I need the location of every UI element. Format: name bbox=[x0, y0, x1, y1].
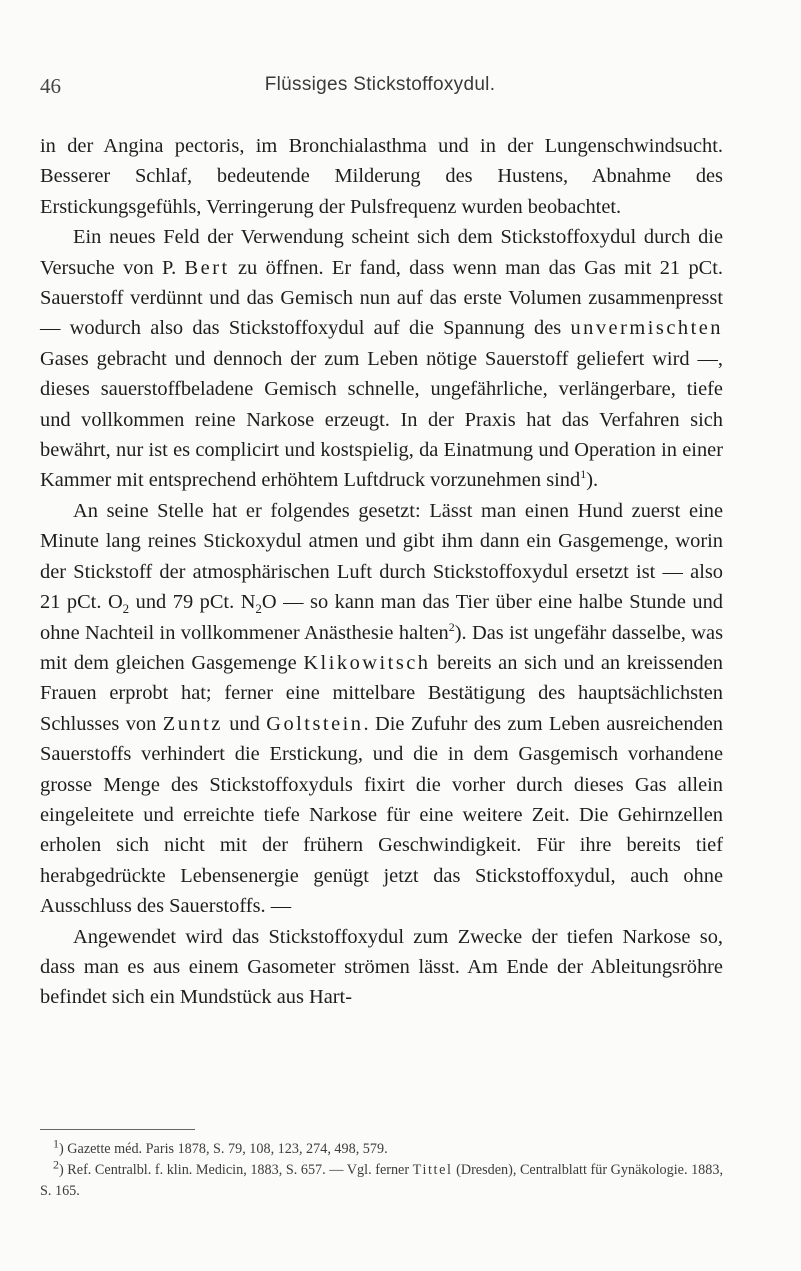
footnote-ref-1: 1 bbox=[580, 467, 587, 482]
author-name-tittel: Tittel bbox=[412, 1162, 453, 1178]
footnote-text: (Dresden), Centralblatt für Gynäkologie. 1883, S. 165. bbox=[40, 1162, 723, 1199]
paragraph-3 bbox=[40, 496, 723, 922]
author-name-bert: Bert bbox=[184, 256, 230, 279]
footnote-1 bbox=[40, 1136, 723, 1160]
text-run: ). bbox=[586, 469, 599, 492]
emphasized-word: unvermischten bbox=[570, 317, 723, 340]
text-run: O — so kann man das Tier über eine halbe Stunde und ohne Nachteil in vollkommener Anästhesie halten bbox=[40, 591, 723, 644]
text-run: bereits an sich und an kreissenden Frauen erprobt hat; ferner eine mittelbare Bestätigung des hauptsächlichsten Schlusses von bbox=[40, 651, 723, 735]
author-name-klikowitsch: Klikowitsch bbox=[303, 651, 431, 674]
footnote-text: ) Ref. Centralbl. f. klin. Medicin, 1883, S. 657. — Vgl. ferner bbox=[59, 1162, 413, 1178]
footnote-2 bbox=[40, 1157, 723, 1202]
text-run: ). Das ist ungefähr dasselbe, was mit dem gleichen Gasgemenge bbox=[40, 621, 723, 674]
footnote-ref-2: 2 bbox=[448, 619, 455, 634]
footnote-marker-2: 2 bbox=[53, 1157, 59, 1172]
text-run: und 79 pCt. N bbox=[129, 591, 256, 614]
footnotes bbox=[40, 1136, 723, 1202]
footnote-marker-1: 1 bbox=[53, 1136, 59, 1151]
page-header bbox=[40, 74, 720, 104]
body-text bbox=[40, 131, 723, 1013]
page-number: 46 bbox=[40, 74, 61, 98]
footnote-rule bbox=[40, 1129, 195, 1130]
subscript-o2: 2 bbox=[122, 601, 130, 617]
subscript-n2o: 2 bbox=[255, 601, 262, 617]
author-name-zuntz: Zuntz bbox=[162, 712, 223, 735]
text-run: . Die Zufuhr des zum Leben ausreichenden Sauerstoffs verhindert die Erstickung, und die in dem Gasgemisch vorhandene grosse Menge des Stickstoffoxyduls fixirt die vorher durch dieses Gas allein eingeleitete und erreichte tiefe Narkose für eine weitere Zeit. Die Gehirnzellen erholen sich nicht mit der frühern Geschwindigkeit. Für ihre bereits tief herabgedrückte Lebensenergie genügt jetzt das Stickstoffoxydul, auch ohne Ausschluss des Sauerstoffs. — bbox=[40, 712, 723, 918]
running-title: Flüssiges Stickstoffoxydul. bbox=[264, 74, 496, 95]
text-run: Gases gebracht und dennoch der zum Leben nötige Sauerstoff geliefert wird —, dieses sauerstoffbeladene Gemisch schnelle, ungefährliche, verlängerbare, tiefe und vollkommen reine Narkose erzeugt. In der Praxis hat das Verfahren sich bewährt, nur ist es complicirt und kostspielig, da Einatmung und Operation in einer Kammer mit entsprechend erhöhtem Luftdruck vorzunehmen sind bbox=[40, 347, 723, 492]
footnote-text: ) Gazette méd. Paris 1878, S. 79, 108, 123, 274, 498, 579. bbox=[59, 1141, 388, 1157]
text-run: und bbox=[222, 712, 267, 735]
author-name-goltstein: Goltstein bbox=[266, 712, 364, 735]
text-run: An seine Stelle hat er folgendes gesetzt: Lässt man einen Hund zuerst eine Minute lang reines Stickoxydul atmen und gibt ihm dann ein Gasgemenge, worin der Stickstoff der atmosphärischen Luft durch Stickstoffoxydul ersetzt ist — also 21 pCt. O bbox=[40, 499, 723, 614]
paragraph-1: in der Angina pectoris, im Bronchialasthma und in der Lungenschwindsucht. Besserer Schlaf, bedeutende Milderung des Hustens, Abnahme des Erstickungsgefühls, Verringerung der Pulsfrequenz wurden beobachtet. bbox=[40, 135, 723, 218]
paragraph-2 bbox=[40, 222, 723, 496]
paragraph-4: Angewendet wird das Stickstoffoxydul zum Zwecke der tiefen Narkose so, dass man es aus einem Gasometer strömen lässt. Am Ende der Ableitungsröhre befindet sich ein Mundstück aus Hart- bbox=[40, 925, 723, 1009]
text-run: Ein neues Feld der Verwendung scheint sich dem Stickstoffoxydul durch die Versuche von P. bbox=[40, 226, 723, 279]
text-run: zu öffnen. Er fand, dass wenn man das Gas mit 21 pCt. Sauerstoff verdünnt und das Gemisch nun auf das erste Volumen zusammenpresst — wodurch also das Stickstoffoxydul auf die Spannung des bbox=[40, 256, 724, 340]
